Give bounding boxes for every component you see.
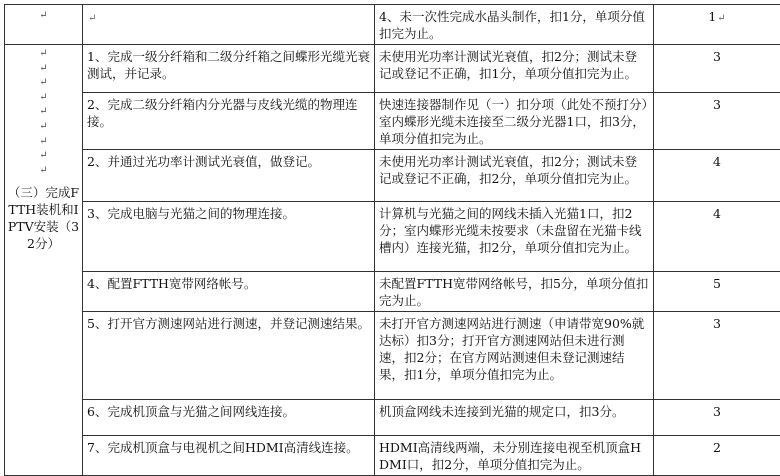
score-cell xyxy=(654,312,780,400)
content-cell: 4、配置FTTH宽带网络帐号。 xyxy=(83,272,375,312)
table-row xyxy=(5,150,780,202)
content-cell: 2、完成二级分纤箱内分光器与皮线光缆的物理连接。 xyxy=(83,93,375,150)
table-row xyxy=(5,400,780,436)
paragraph-marks: ↵ ↵ ↵ ↵ ↵ ↵ ↵ ↵ ↵ xyxy=(7,47,80,178)
score-cell xyxy=(654,400,780,436)
deduction-cell: 未使用光功率计测试光衰值，扣2分；测试未登记或登记不正确，扣1分，单项分值扣完为止。 xyxy=(375,45,654,93)
score-cell xyxy=(654,5,780,45)
score-value: 3 xyxy=(713,404,721,419)
table-row xyxy=(5,312,780,400)
table-row xyxy=(5,93,780,150)
score-value: 1 xyxy=(708,8,716,25)
deduction-cell: 4、未一次性完成水晶头制作，扣1分，单项分值扣完为止。 xyxy=(375,5,654,45)
category-label: （三）完成FTTH装机和IPTV安装（32分） xyxy=(7,184,80,252)
score-cell xyxy=(654,436,780,476)
score-value: 3 xyxy=(713,49,721,64)
deduction-cell: 快速连接器制作见（一）扣分项（此处不预打分）室内蝶形光缆未连接至二级分光器1口，扣3分，单项分值扣完为止。 xyxy=(375,93,654,150)
deduction-cell: 未打开官方测速网站进行测速（申请带宽90%就达标）扣3分；打开官方测速网站但未进行测速，扣2分；在官方网站测速但未登记测速结果，扣1分，单项分值扣完为止。 xyxy=(375,312,654,400)
score-value: 3 xyxy=(713,97,721,112)
score-cell xyxy=(654,202,780,272)
content-cell: 6、完成机顶盒与光猫之间网线连接。 xyxy=(83,400,375,436)
paragraph-mark: ↵ xyxy=(717,13,725,24)
content-cell: 1、完成一级分纤箱和二级分纤箱之间蝶形光缆光衰测试，并记录。 xyxy=(83,45,375,93)
paragraph-mark: ↵ xyxy=(7,7,80,24)
score-value: 3 xyxy=(713,316,721,331)
content-cell: 7、完成机顶盒与电视机之间HDMI高清线连接。 xyxy=(83,436,375,476)
table-row xyxy=(5,202,780,272)
deduction-cell: HDMI高清线两端，未分别连接电视至机顶盒HDMI口，扣2分，单项分值扣完为止。 xyxy=(375,436,654,476)
deduction-cell: 未使用光功率计测试光衰值，扣2分；测试未登记或登记不正确，扣2分，单项分值扣完为止。 xyxy=(375,150,654,202)
score-value: 5 xyxy=(713,276,721,291)
deduction-cell: 机顶盒网线未连接到光猫的规定口，扣3分。 xyxy=(375,400,654,436)
scoring-table xyxy=(4,4,780,476)
score-value: 4 xyxy=(713,206,721,221)
paragraph-mark: ↵ xyxy=(88,13,96,24)
score-cell xyxy=(654,45,780,93)
category-cell xyxy=(5,45,83,476)
table-row xyxy=(5,436,780,476)
table-row xyxy=(5,5,780,45)
table-row xyxy=(5,272,780,312)
score-cell xyxy=(654,272,780,312)
score-cell xyxy=(654,93,780,150)
score-value: 4 xyxy=(713,154,721,169)
deduction-cell: 未配置FTTH宽带网络帐号，扣5分，单项分值扣完为止。 xyxy=(375,272,654,312)
content-cell xyxy=(83,5,375,45)
content-cell: 5、打开官方测速网站进行测速，并登记测速结果。 xyxy=(83,312,375,400)
category-cell-top xyxy=(5,5,83,45)
table-row xyxy=(5,45,780,93)
score-cell xyxy=(654,150,780,202)
deduction-cell: 计算机与光猫之间的网线未插入光猫1口，扣2分；室内蝶形光缆未按要求（未盘留在光猫卡线槽内）连接光猫，扣2分，单项分值扣完为止。 xyxy=(375,202,654,272)
score-value: 2 xyxy=(713,440,721,455)
content-cell: 3、完成电脑与光猫之间的物理连接。 xyxy=(83,202,375,272)
content-cell: 2、并通过光功率计测试光衰值，做登记。 xyxy=(83,150,375,202)
